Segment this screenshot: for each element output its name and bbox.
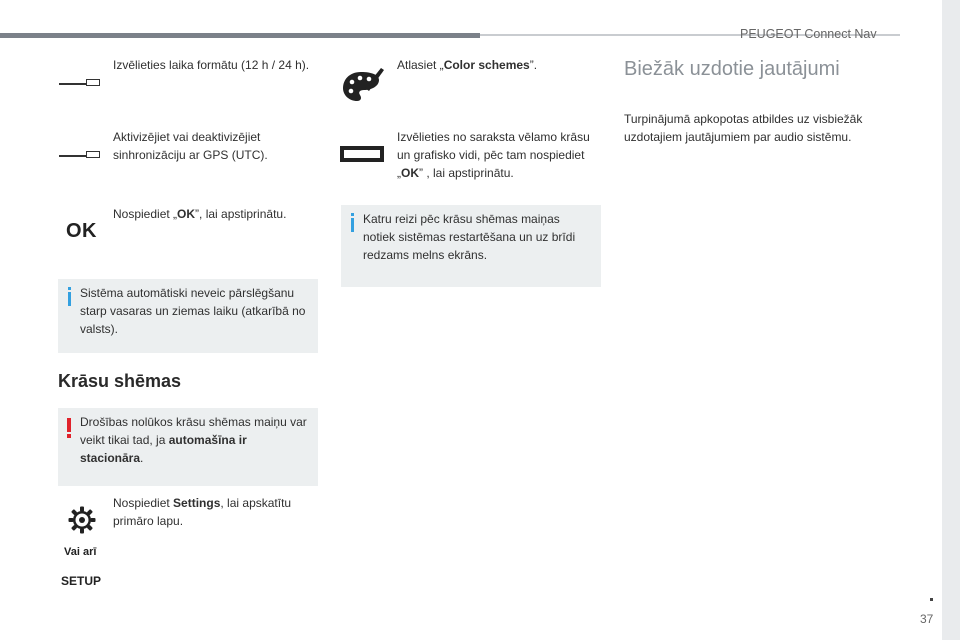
step-choose-color: Izvēlieties no saraksta vēlamo krāsu un grafisko vidi, pēc tam nospiediet „OK” , lai apstiprinātu.: [397, 130, 590, 180]
header-title: PEUGEOT Connect Nav: [740, 27, 877, 41]
list-bar-icon: [340, 146, 386, 164]
warning-note: [58, 408, 318, 486]
step-settings: Nospiediet Settings, lai apskatītu primāro lapu.: [113, 496, 292, 528]
info-note: [58, 279, 318, 353]
info-note-text: Sistēma automātiski neveic pārslēgšanu starp vasaras un ziemas laiku (atkarībā no valsts).: [80, 286, 306, 336]
header-rule: [0, 33, 480, 38]
section-title: Krāsu shēmas: [58, 371, 182, 391]
page-dot: [930, 598, 933, 601]
toggle-slider-icon: [59, 78, 103, 90]
page-edge-strip: [942, 0, 960, 640]
info-note-restart: [341, 205, 601, 287]
step-time-format: Izvēlieties laika formātu (12 h / 24 h).: [113, 58, 310, 72]
step-gps-sync: Aktivizējiet vai deaktivizējiet sinhronizāciju ar GPS (UTC).: [113, 130, 268, 162]
page-number: 37: [920, 612, 934, 626]
faq-title: Biežāk uzdotie jautājumi: [624, 58, 840, 80]
warning-note-text: Drošības nolūkos krāsu shēmas maiņu var veikt tikai tad, ja automašīna ir stacionāra.: [80, 415, 307, 465]
step-color-schemes: Atlasiet „Color schemes”.: [397, 58, 538, 72]
setup-label: SETUP: [61, 574, 102, 588]
toggle-slider-icon: [59, 150, 103, 162]
palette-icon: [341, 64, 385, 104]
gear-icon: [68, 506, 96, 534]
info-note-restart-text: Katru reizi pēc krāsu shēmas maiņas notiek sistēmas restartēšana un uz brīdi redzams melns ekrāns.: [363, 212, 576, 262]
info-icon: [66, 287, 72, 307]
info-icon: [349, 213, 355, 233]
step-confirm: Nospiediet „OK”, lai apstiprinātu.: [113, 207, 287, 221]
or-label: Vai arī: [64, 546, 97, 558]
faq-intro: Turpinājumā apkopotas atbildes uz visbiežāk uzdotajiem jautājumiem par audio sistēmu.: [624, 112, 863, 144]
warning-icon: [66, 418, 72, 438]
ok-icon: OK: [66, 220, 97, 242]
